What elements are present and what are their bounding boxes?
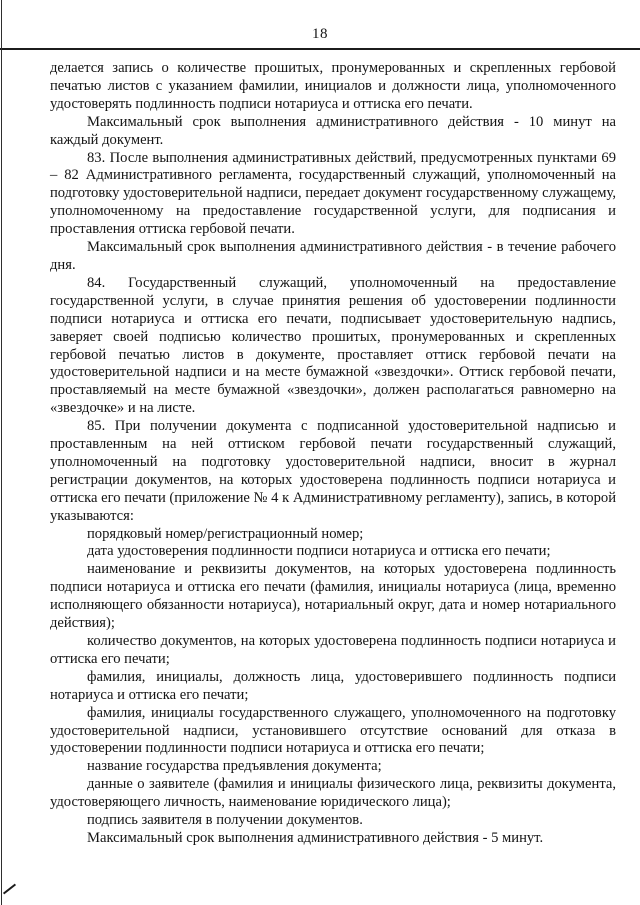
paragraph: наименование и реквизиты документов, на которых удостоверена подлинность подписи нотариуса и оттиска его печати (фамилия, инициалы нотариуса (лица, временно исполняющего обязанности нотариуса), нотариальный округ, дата и номер нотариального действия); <box>50 561 616 632</box>
top-rule-divider <box>0 48 640 50</box>
page-number: 18 <box>312 26 328 42</box>
paragraph: название государства предъявления документа; <box>87 758 382 775</box>
paragraph: делается запись о количестве прошитых, пронумерованных и скрепленных гербовой печатью листов с указанием фамилии, инициалов и должности лица, уполномоченного удостоверять подлинность подписи нотариуса и оттиска его печати. <box>50 60 616 112</box>
document-text-body <box>50 60 616 848</box>
paragraph: данные о заявителе (фамилия и инициалы физического лица, реквизиты документа, удостоверяющего личность, наименование юридического лица); <box>50 776 616 811</box>
scan-artifact-mark <box>3 884 16 895</box>
paragraph: порядковый номер/регистрационный номер; <box>87 525 364 542</box>
paragraph: фамилия, инициалы, должность лица, удостоверившего подлинность подписи нотариуса и оттиска его печати; <box>50 668 616 703</box>
left-edge-scan-line <box>1 0 2 905</box>
paragraph: подпись заявителя в получении документов. <box>87 812 363 829</box>
paragraph: 85. При получении документа с подписанной удостоверительной надписью и проставленным на ней оттиском гербовой печати государственный служащий, уполномоченный на подготовку удостоверительной надписи, вносит в журнал регистрации документов, на которых удостоверена подлинность подписи нотариуса и оттиска его печати (приложение № 4 к Административному регламенту), запись, в которой указываются: <box>50 418 616 524</box>
paragraph: Максимальный срок выполнения административного действия - в течение рабочего дня. <box>50 239 616 273</box>
paragraph: фамилия, инициалы государственного служащего, уполномоченного на подготовку удостоверительной надписи, установившего отсутствие оснований для отказа в удостоверении подлинности подписи нотариуса и оттиска его печати; <box>50 704 616 757</box>
paragraph: дата удостоверения подлинности подписи нотариуса и оттиска его печати; <box>87 543 551 560</box>
paragraph: 83. После выполнения административных действий, предусмотренных пунктами 69 – 82 Административного регламента, государственный служащий, уполномоченный на подготовку удостоверительной надписи, передает документ государственному служащему, уполномоченному на предоставление государственной услуги, для подписания и проставления оттиска гербовой печати. <box>50 149 616 238</box>
paragraph: 84. Государственный служащий, уполномоченный на предоставление государственной услуги, в случае принятия решения об удостоверении подлинности подписи нотариуса и оттиска его печати, подписывает удостоверительную надпись, заверяет своей подписью количество прошитых, пронумерованных и скрепленных гербовой печатью листов в документе, проставляет оттиск гербовой печати на удостоверительной надписи и на месте бумажной «звездочки». Оттиск гербовой печати, проставляемый на месте бумажной «звездочки», должен располагаться равномерно на «звездочке» и на листе. <box>50 274 616 417</box>
paragraph: Максимальный срок выполнения административного действия - 10 минут на каждый документ. <box>50 113 616 148</box>
paragraph: количество документов, на которых удостоверена подлинность подписи нотариуса и оттиска его печати; <box>50 633 616 667</box>
paragraph: Максимальный срок выполнения административного действия - 5 минут. <box>87 829 544 846</box>
